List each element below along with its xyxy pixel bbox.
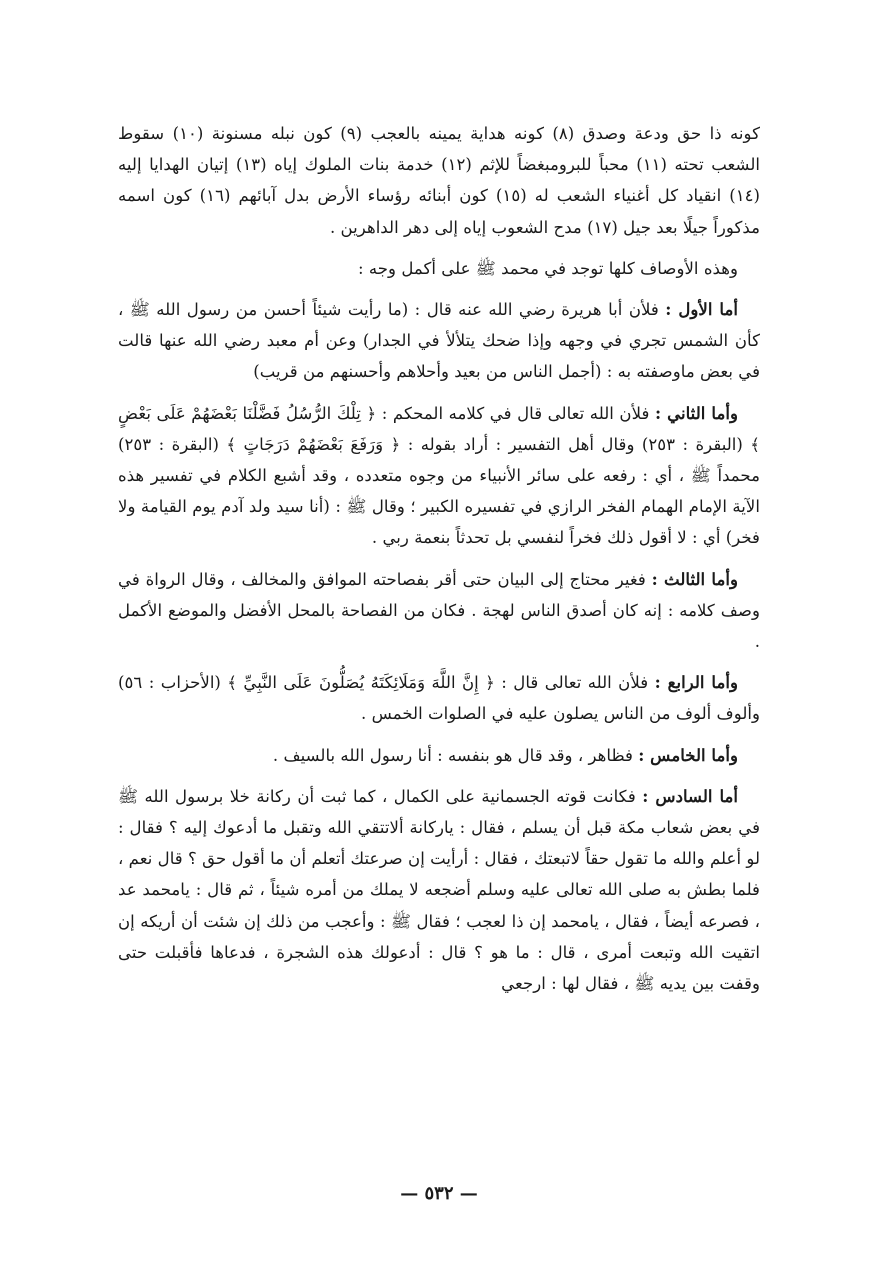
paragraph-third xyxy=(118,564,760,658)
paragraph-intro xyxy=(118,253,760,284)
paragraph-lead: وأما الرابع : xyxy=(654,672,738,693)
paragraph-text: كونه ذا حق ودعة وصدق (٨) كونه هداية يمينه بالعجب (٩) كون نبله مسنونة (١٠) سقوط الشعب تحته (١١) محباً للبرومبغضاً للإثم (١٢) خدمة بنات الملوك إياه (١٣) إتيان الهدايا إليه (١٤) انقياد كل أغنياء الشعب له (١٥) كون أبنائه رؤساء الأرض بدل آبائهم (١٦) كون اسمه مذكوراً جيلًا بعد جيل (١٧) مدح الشعوب إياه إلى دهر الداهرين . xyxy=(118,124,761,237)
paragraph-lead: أما الأول : xyxy=(665,299,738,320)
paragraph-text: فكانت قوته الجسمانية على الكمال ، كما ثبت أن ركانة خلا برسول الله ﷺ في بعض شعاب مكة قبل أن يسلم ، فقال : ياركانة ألاتتقي الله وتقبل ما أدعوك إليه ؟ فقال : لو أعلم والله ما تقول حقاً لاتبعتك ، فقال : أرأيت إن صرعتك أتعلم أن ما أقول حق ؟ قال نعم ، فلما بطش به صلى الله تعالى عليه وسلم أضجعه لا يملك من أمره شيئاً ، ثم قال : يامحمد عد ، فصرعه أيضاً ، فقال ، يامحمد إن ذا لعجب ؛ فقال ﷺ : وأعجب من ذلك إن شئت أن أريكه إن اتقيت الله وتبعت أمرى ، قال : ما هو ؟ قال : أدعولك هذه الشجرة ، فدعاها فأقبلت حتى وقفت بين يديه ﷺ ، فقال لها : ارجعي xyxy=(118,786,760,994)
paragraph-text: فغير محتاج إلى البيان حتى أقر بفصاحته الموافق والمخالف ، وقال الرواة في وصف كلامه : إنه كان أصدق الناس لهجة . فكان من الفصاحة بالمحل الأفضل والموضع الأكمل . xyxy=(118,569,760,652)
paragraph-text: فلأن الله تعالى قال : ﴿ إِنَّ اللَّهَ وَمَلَائِكَتَهُ يُصَلُّونَ عَلَى النَّبِيِّ ﴾ (الأحزاب : ٥٦) وألوف ألوف من الناس يصلون عليه في الصلوات الخمس . xyxy=(118,673,760,724)
paragraph-first xyxy=(118,294,760,388)
paragraph-text: فلأن الله تعالى قال في كلامه المحكم : ﴿ تِلْكَ الرُّسُلُ فَضَّلْنَا بَعْضَهُمْ عَلَى بَعْضٍ ﴾ (البقرة : ٢٥٣) وقال أهل التفسير : أراد بقوله : ﴿ وَرَفَعَ بَعْضَهُمْ دَرَجَاتٍ ﴾ (البقرة : ٢٥٣) محمداً ﷺ ، أي : رفعه على سائر الأنبياء من وجوه متعدده ، وقد أشبع الكلام في تفسير هذه الآية الإمام الهمام الفخر الرازي في تفسيره الكبير ؛ وقال ﷺ : (أنا سيد ولد آدم يوم القيامة ولا فخر) أي : لا أقول ذلك فخراً لنفسي بل تحدثاً بنعمة ربي . xyxy=(118,403,760,548)
paragraph-fourth xyxy=(118,667,760,729)
page-number: — ٥٣٢ — xyxy=(400,1183,478,1204)
paragraph-text: وهذه الأوصاف كلها توجد في محمد ﷺ على أكمل وجه : xyxy=(358,258,738,278)
paragraph-second xyxy=(118,398,760,554)
page-body xyxy=(118,118,760,1009)
paragraph-sixth xyxy=(118,781,760,999)
paragraph-continuation xyxy=(118,118,760,243)
paragraph-lead: أما السادس : xyxy=(642,785,738,806)
paragraph-lead: وأما الثاني : xyxy=(655,402,738,423)
paragraph-text: فلأن أبا هريرة رضي الله عنه قال : (ما رأيت شيئاً أحسن من رسول الله ﷺ ، كأن الشمس تجري في وجهه وإذا ضحك يتلألأ في الجدار) وعن أم معبد رضي الله عنها قالت في بعض ماوصفته به : (أجمل الناس من بعيد وأحلاهم وأحسنهم من قريب) xyxy=(118,300,760,382)
paragraph-lead: وأما الثالث : xyxy=(651,568,739,589)
paragraph-text: فظاهر ، وقد قال هو بنفسه : أنا رسول الله بالسيف . xyxy=(272,745,639,765)
paragraph-fifth xyxy=(118,740,760,771)
paragraph-lead: وأما الخامس : xyxy=(638,744,738,765)
